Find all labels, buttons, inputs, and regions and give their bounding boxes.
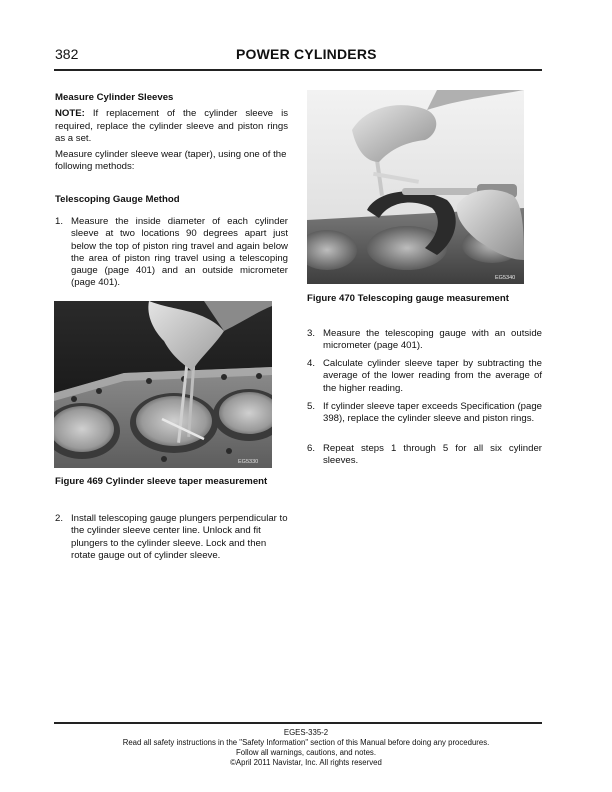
figure-470-caption: Figure 470 Telescoping gauge measurement (307, 293, 509, 304)
step-text: Repeat steps 1 through 5 for all six cylinder sleeves. (323, 443, 542, 467)
page-title: POWER CYLINDERS (236, 46, 377, 62)
step-number: 4. (307, 358, 316, 369)
step-number: 6. (307, 443, 316, 454)
figure-469-caption: Figure 469 Cylinder sleeve taper measurement (55, 476, 268, 487)
step-number: 2. (55, 513, 64, 524)
step-text: Calculate cylinder sleeve taper by subtracting the average of the lower reading from the average of the higher reading. (323, 358, 542, 394)
list-item-step-5 (307, 401, 542, 439)
figure-470-photo (307, 90, 524, 284)
telescoping-gauge-illustration (307, 90, 524, 284)
note-paragraph (55, 108, 288, 145)
step-text: Install telescoping gauge plungers perpendicular to the cylinder sleeve center line. Unlock and fit plungers to the cylinder sleeve. Lock and then rotate gauge out of cylinder sleeve. (71, 513, 288, 561)
note-label: NOTE: (55, 108, 85, 120)
list-item-step-2 (55, 513, 288, 565)
cylinder-sleeve-taper-illustration (54, 301, 272, 468)
list-item-step-3 (307, 328, 542, 354)
figure-469-photo (54, 301, 272, 468)
note-text: If replacement of the cylinder sleeve is required, replace the cylinder sleeve and piston rings as a set. (55, 108, 288, 144)
step-text: Measure the telescoping gauge with an outside micrometer (page 401). (323, 328, 542, 352)
page-number: 382 (55, 46, 79, 62)
footer-copyright: ©April 2011 Navistar, Inc. All rights reserved (230, 758, 382, 767)
list-item-step-6 (307, 443, 542, 469)
list-item-step-1 (55, 216, 288, 292)
step-text: Measure the inside diameter of each cylinder sleeve at two locations 90 degrees apart just below the top of piston ring travel and again below the area of piston ring travel using a telescoping gauge (page 401) and an outside micrometer (page 401). (71, 216, 288, 289)
section-heading: Measure Cylinder Sleeves (55, 92, 174, 103)
list-item-step-4 (307, 358, 542, 396)
step-number: 5. (307, 401, 316, 412)
footer-safety-line: Read all safety instructions in the "Safety Information" section of this Manual before doing any procedures. (122, 738, 490, 747)
method-heading: Telescoping Gauge Method (55, 193, 180, 205)
footer-doc-id: EGES-335-2 (283, 728, 329, 737)
step-number: 1. (55, 216, 64, 227)
intro-paragraph: Measure cylinder sleeve wear (taper), using one of the following methods: (55, 149, 287, 173)
step-number: 3. (307, 328, 316, 339)
figure-code: EG5340 (495, 275, 516, 281)
footer-warnings-line: Follow all warnings, cautions, and notes. (236, 748, 376, 757)
figure-code: EG5330 (238, 459, 259, 465)
footer-rule (54, 722, 542, 724)
left-column (55, 92, 288, 206)
header-rule (54, 69, 542, 71)
step-text: If cylinder sleeve taper exceeds Specification (page 398), replace the cylinder sleeve and piston rings. (323, 401, 542, 425)
